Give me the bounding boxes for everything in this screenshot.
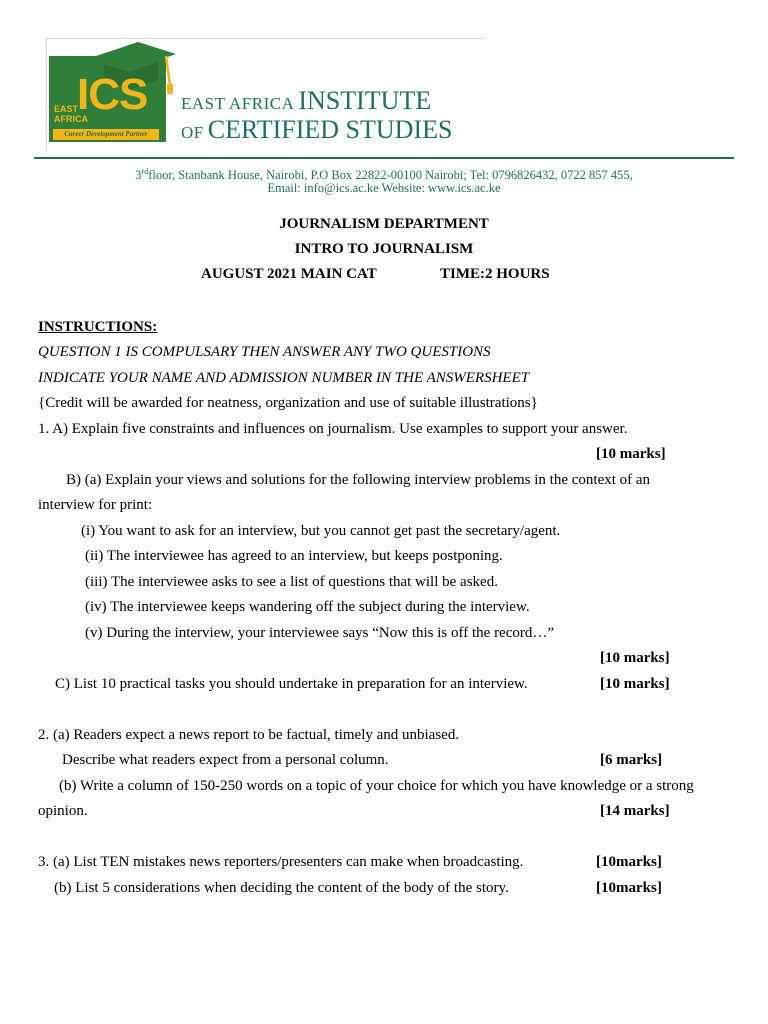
instruction-2: INDICATE YOUR NAME AND ADMISSION NUMBER IN THE ANSWERSHEET xyxy=(38,370,530,386)
instruction-3: {Credit will be awarded for neatness, organization and use of suitable illustrations} xyxy=(38,395,538,411)
q1-b-text-1: B) (a) Explain your views and solutions for the following interview problems in the context of an xyxy=(66,472,651,488)
q2-a-marks: [6 marks] xyxy=(600,752,663,768)
header-divider xyxy=(34,157,734,159)
q1-c-marks: [10 marks] xyxy=(600,676,670,692)
q1-a-marks: [10 marks] xyxy=(596,446,666,462)
institute-name-line1: EAST AFRICA INSTITUTE xyxy=(181,86,432,115)
address-line-1: 3rdfloor, Stanbank House, Nairobi, P.O Box 22822-00100 Nairobi; Tel: 0796826432, 0722 857 455, xyxy=(135,167,633,183)
logo-badge-text: EAST AFRICA xyxy=(54,104,88,124)
instruction-1: QUESTION 1 IS COMPULSARY THEN ANSWER ANY TWO QUESTIONS xyxy=(38,344,491,360)
q2-a-text-2: Describe what readers expect from a personal column. xyxy=(62,752,389,768)
department-title: JOURNALISM DEPARTMENT xyxy=(279,216,489,232)
q3-a-text: 3. (a) List TEN mistakes news reporters/presenters can make when broadcasting. xyxy=(38,854,524,870)
q1-a-text: 1. A) Explain five constraints and influences on journalism. Use examples to support your answer. xyxy=(38,421,628,437)
instructions-heading: INSTRUCTIONS: xyxy=(38,319,158,335)
exam-title: AUGUST 2021 MAIN CAT xyxy=(201,266,377,282)
q1-c-text: C) List 10 practical tasks you should undertake in preparation for an interview. xyxy=(55,676,528,692)
address-line-2: Email: info@ics.ac.ke Website: www.ics.ac.ke xyxy=(267,181,501,195)
q3-b-marks: [10marks] xyxy=(596,880,662,896)
logo-tagline: Career Development Partner xyxy=(53,129,159,140)
q1-b-item: (iv) The interviewee keeps wandering off the subject during the interview. xyxy=(85,599,530,615)
q1-b-text-2: interview for print: xyxy=(38,497,153,513)
q2-a-text-1: 2. (a) Readers expect a news report to be factual, timely and unbiased. xyxy=(38,727,460,743)
institute-name-line2: OF CERTIFIED STUDIES xyxy=(181,115,453,144)
q2-b-text-1: (b) Write a column of 150-250 words on a topic of your choice for which you have knowledge or a strong xyxy=(59,778,694,794)
logo-acronym: ICS xyxy=(77,70,148,119)
q1-b-marks: [10 marks] xyxy=(600,650,670,666)
q3-b-text: (b) List 5 considerations when deciding the content of the body of the story. xyxy=(54,880,509,896)
q1-b-item: (v) During the interview, your interviewee says “Now this is off the record…” xyxy=(85,625,555,641)
exam-duration: TIME:2 HOURS xyxy=(440,266,550,282)
q3-a-marks: [10marks] xyxy=(596,854,662,870)
q1-b-item: (ii) The interviewee has agreed to an interview, but keeps postponing. xyxy=(85,548,503,564)
q2-b-marks: [14 marks] xyxy=(600,803,670,819)
q1-b-item: (iii) The interviewee asks to see a list of questions that will be asked. xyxy=(85,574,498,590)
q1-b-item: (i) You want to ask for an interview, but you cannot get past the secretary/agent. xyxy=(81,523,561,539)
q2-b-text-2: opinion. xyxy=(38,803,88,819)
course-title: INTRO TO JOURNALISM xyxy=(294,241,474,257)
